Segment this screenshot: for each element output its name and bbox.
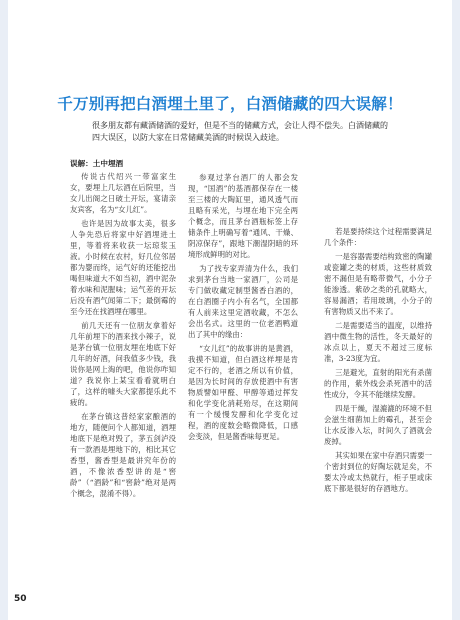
lead-paragraph: 很多朋友都有藏酒储酒的爱好，但是不当的储藏方式，会让人得不偿失。白酒储藏的四大误区，以防大家在日常储藏美酒的时候误入歧途。 [92, 121, 388, 142]
paragraph: 也许是因为故事太美，很多人争先恐后将家中好酒埋进土里，等着将来收获一坛琼浆玉液。小时候在农村，好几位邻居都为婴而终，运气好的还能挖出喝但味道大不如当初，酒中泥杂着水味和泥腥味；运气差的开坛后没有酒气闻第二下；最倒霉的至今还在找酒埋在哪里。 [70, 219, 176, 316]
paragraph: 三是避光，直射的阳光有杀菌的作用，紫外线会杀死酒中的活性成分，令其不能继续发酵。 [324, 368, 432, 399]
paragraph: 参观过茅台酒厂的人都会发现，“国酒”的基酒都保存在一楼至三楼的大陶缸里，通风透气而且略有采光，与埋在地下完全两个概念，而且茅台酒瓶标签上存储条件上明确写着“通风、干燥、阴凉保存”，跟地下潮湿阴暗的环境形成鲜明的对比。 [188, 173, 298, 259]
article-lead [92, 120, 392, 144]
paragraph: 前几天还有一位朋友拿着好几年前埋下的酒来找小辣子，说是茅台镇一位朋友埋在地底下好几年的好酒，问我值多少钱，我说你是网上淘的吧，他说你咋知道？我说你上某宝看看就明白了，这样的噱头大家都提乐此不疲的。 [70, 321, 176, 407]
column-3 [324, 226, 432, 497]
column-2 [188, 172, 298, 445]
paragraph: 其实如果在家中存酒只需要一个密封到位的好陶坛就足矣，不要太冷或太热就行，柜子里或床底下都是很好的存酒地方。 [324, 451, 432, 493]
paragraph: 一是容器需要结构致密的陶罐或瓷罐之类的材质，这些材质致密不漏但是有略带微气，小分子能渗透。紫砂之类的孔就略大，容易漏酒；若用玻璃，小分子的有害物质又出不来了。 [324, 252, 432, 316]
section-subtitle: 误解：土中埋酒 [70, 159, 124, 168]
paragraph: 传说古代绍兴一带富家生女，要埋上几坛酒在后院里，当女儿出阁之日破土开坛，宴请亲友宾客，名为“女儿红”。 [70, 172, 176, 214]
page-number: 50 [14, 594, 27, 604]
article-title: 千万别再把白酒埋土里了，白酒储藏的四大误解！ [57, 95, 403, 113]
paragraph: “女儿红”的故事讲的是黄酒，我摸不知道，但白酒这样埋是肯定不行的，老酒之所以有价值，是因为长时间的存放使酒中有害物质譬如甲醛、甲醇等通过挥发和化学变化消耗殆尽，在这期间有一个缓慢发酵和化学变化过程，酒的度数会略微降低，口感会变淡，但是酱香味每更足。 [188, 344, 298, 441]
paragraph: 为了找专家弄清为什么，我们求到茅台当地一家酒厂，公司是专门做收藏定制型酱香白酒的，在白酒圈子内小有名气，全国都有人前来这里定酒收藏，不怎么会出名式。这里的一位老酒鸭道出了其中的缘由： [188, 264, 298, 339]
left-edge-strip [0, 0, 8, 620]
column-1 [70, 158, 176, 502]
paragraph: 四是干燥，湿漉漉的环境不但会滋生细菌加上的霉孔，甚至会让水反渗入坛，时间久了酒就会废掉。 [324, 404, 432, 446]
paragraph: 二是需要适当的温度，以维持酒中微生物的活性，冬天最好的冰点以上，夏天不超过三度标准，3-23度为宜。 [324, 321, 432, 363]
paragraph: 在茅台镇这普经家家酿酒的地方，随便问个人都知道，酒埋地底下是绝对毁了，茅五剑泸没有一款酒是埋地下的，相比其它香型，酱香型是最讲究年份的酒，不像浓香型讲的是“窖龄”（“酒龄”和“窖龄”绝对是两个概念，混淆不得）。 [70, 412, 176, 498]
right-edge-strip [452, 0, 460, 620]
paragraph: 若是要持续这个过程需要满足几个条件： [324, 227, 432, 247]
